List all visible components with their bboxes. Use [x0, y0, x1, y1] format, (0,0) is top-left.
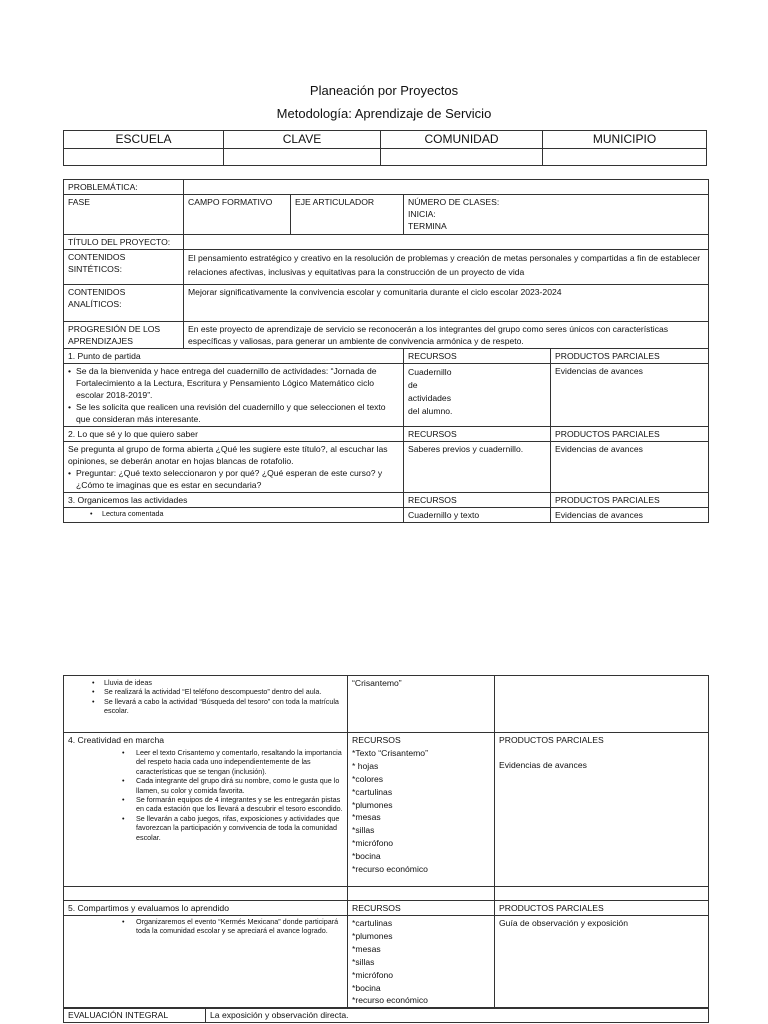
empty-cell: [495, 887, 709, 901]
contenidos-sinteticos-text: El pensamiento estratégico y creativo en la resolución de problemas y creación de metas personales y compartidas a fin de establecer relaciones afectivas, inclusivas y equitativas para la construcción de un proyecto de vida: [184, 250, 709, 285]
section-4-productos: [495, 733, 709, 887]
section-3-recursos: Cuadernillo y texto: [404, 508, 551, 523]
recurso-item: de: [408, 379, 418, 390]
section-4-cell: [64, 733, 348, 887]
list-item: • Se realizará la actividad “El teléfono descompuesto” dentro del aula.: [92, 687, 343, 696]
recurso-item: actividades: [408, 392, 451, 403]
recurso-item: *recurso económico: [352, 995, 428, 1006]
recurso-item: *mesas: [352, 943, 381, 954]
section-1-activities: [64, 364, 404, 427]
problematica-value-cell: [184, 180, 709, 195]
header-municipio: MUNICIPIO: [543, 131, 707, 149]
section-5-recursos: [348, 916, 495, 1009]
eje-articulador-label: EJE ARTICULADOR: [291, 195, 404, 235]
productos-header: PRODUCTOS PARCIALES: [499, 735, 604, 745]
list-item: • Se llevarán a cabo juegos, rifas, exposiciones y actividades que favorezcan la participación y convivencia de toda la comunidad escolar.: [122, 814, 343, 842]
list-item: • Se formarán equipos de 4 integrantes y se les entregarán pistas en cada estación que los llevará a descubrir el tesoro escondido.: [122, 795, 343, 814]
termina-label: TERMINA: [408, 221, 447, 231]
recursos-header: RECURSOS: [404, 493, 551, 508]
list-item: • Cada integrante del grupo dirá su nombre, como le gusta que lo llamen, su color y comida favorita.: [122, 776, 343, 795]
titulo-proyecto-label: TÍTULO DEL PROYECTO:: [64, 235, 184, 250]
evaluation-table: [63, 1007, 709, 1023]
recurso-item: *sillas: [352, 956, 375, 967]
recurso-item: *sillas: [352, 825, 375, 836]
numero-clases-label: NÚMERO DE CLASES:: [408, 197, 500, 207]
section-4-productos-text: Evidencias de avances: [499, 760, 587, 770]
recurso-item: *plumones: [352, 930, 393, 941]
section-4-recursos: [348, 733, 495, 887]
section-5-activities: [64, 916, 348, 1009]
productos-header: PRODUCTOS PARCIALES: [551, 427, 709, 442]
inicia-label: INICIA:: [408, 209, 436, 219]
recurso-item: *bocina: [352, 982, 381, 993]
section-2-title: 2. Lo que sé y lo que quiero saber: [64, 427, 404, 442]
recurso-item: *colores: [352, 773, 384, 784]
document-title: Planeación por Proyectos: [309, 83, 459, 98]
school-info-table: [63, 130, 707, 166]
recurso-item: *Texto “Crisantemo”: [352, 747, 428, 758]
recurso-item: *bocina: [352, 851, 381, 862]
comunidad-value-cell: [381, 149, 543, 166]
section-2-recursos: Saberes previos y cuadernillo.: [404, 442, 551, 493]
contenidos-sinteticos-label: CONTENIDOS SINTÉTICOS:: [64, 250, 184, 285]
progresion-text: En este proyecto de aprendizaje de servicio se reconocerán a los integrantes del grupo como seres únicos con características específicas y valiosas, para generar un ambiente de convivencia armónica y de respeto.: [184, 322, 709, 349]
list-item: • Lectura comentada: [90, 509, 399, 518]
recursos-header: RECURSOS: [404, 427, 551, 442]
header-comunidad: COMUNIDAD: [381, 131, 543, 149]
recurso-item: *micrófono: [352, 969, 394, 980]
section-3-productos: Evidencias de avances: [551, 508, 709, 523]
empty-cell: [64, 887, 348, 901]
list-item: • Organizaremos el evento “Kermés Mexicana” donde participará toda la comunidad escolar y se apreciará el avance logrado.: [122, 917, 343, 936]
header-escuela: ESCUELA: [64, 131, 224, 149]
list-item: • Se les solicita que realicen una revisión del cuadernillo y que seleccionen el texto que consideran más interesante.: [68, 401, 399, 425]
recurso-item: *micrófono: [352, 838, 394, 849]
section-2-activities: [64, 442, 404, 493]
problematica-label: PROBLEMÁTICA:: [64, 180, 184, 195]
recurso-item: *recurso económico: [352, 864, 428, 875]
list-item: • Se da la bienvenida y hace entrega del cuadernillo de actividades: “Jornada de Fortalecimiento a la Lectura, Escritura y Pensamiento Lógico Matemático ciclo escolar 2018-2019”.: [68, 365, 399, 401]
header-clave: CLAVE: [224, 131, 381, 149]
escuela-value-cell: [64, 149, 224, 166]
recursos-header: RECURSOS: [348, 901, 495, 916]
project-planning-table-continued: [63, 675, 709, 1009]
recurso-item: *cartulinas: [352, 918, 393, 928]
section-2-text: Se pregunta al grupo de forma abierta ¿Qué les sugiere este título?, al escuchar las opiniones, se deberán anotar en hojas blancas de rotafolio.: [68, 444, 388, 466]
contenidos-analiticos-text: Mejorar significativamente la convivencia escolar y comunitaria durante el ciclo escolar 2023-2024: [184, 285, 709, 322]
section-4-title: 4. Creatividad en marcha: [68, 735, 165, 745]
numero-clases-cell: [404, 195, 709, 235]
section-3-activities: [64, 508, 404, 523]
section-1-title: 1. Punto de partida: [64, 349, 404, 364]
list-item: • Preguntar: ¿Qué texto seleccionaron y por qué? ¿Qué esperan de este curso? y ¿Cómo te imaginas que es estar en secundaria?: [68, 467, 399, 491]
recurso-item: *plumones: [352, 799, 393, 810]
empty-cell: [348, 887, 495, 901]
section-3-cont-recursos: “Crisantemo”: [348, 676, 495, 733]
recursos-header: RECURSOS: [352, 735, 401, 745]
section-1-productos: Evidencias de avances: [551, 364, 709, 427]
productos-header: PRODUCTOS PARCIALES: [551, 493, 709, 508]
progresion-label: PROGRESIÓN DE LOS APRENDIZAJES: [64, 322, 184, 349]
section-5-productos: Guía de observación y exposición: [495, 916, 709, 1009]
municipio-value-cell: [543, 149, 707, 166]
campo-formativo-label: CAMPO FORMATIVO: [184, 195, 291, 235]
productos-header: PRODUCTOS PARCIALES: [495, 901, 709, 916]
list-item: • Leer el texto Crisantemo y comentarlo, resaltando la importancia del respeto hacia cada uno independientemente de las características que se tengan (inclusión).: [122, 748, 343, 776]
document-subtitle: Metodología: Aprendizaje de Servicio: [276, 106, 492, 121]
evaluacion-integral-text: La exposición y observación directa.: [206, 1008, 709, 1023]
recursos-header: RECURSOS: [404, 349, 551, 364]
list-item: • Lluvia de ideas: [92, 678, 343, 687]
productos-header: PRODUCTOS PARCIALES: [551, 349, 709, 364]
section-3-cont-productos: [495, 676, 709, 733]
section-3-cont-activities: [64, 676, 348, 733]
recurso-item: *mesas: [352, 812, 381, 823]
recurso-item: *cartulinas: [352, 786, 393, 797]
recurso-item: del alumno.: [408, 405, 453, 416]
fase-label: FASE: [64, 195, 184, 235]
recurso-item: * hojas: [352, 760, 379, 771]
evaluacion-integral-label: EVALUACIÓN INTEGRAL: [64, 1008, 206, 1023]
clave-value-cell: [224, 149, 381, 166]
titulo-proyecto-value-cell: [184, 235, 709, 250]
section-5-title: 5. Compartimos y evaluamos lo aprendido: [64, 901, 348, 916]
section-1-recursos: [404, 364, 551, 427]
list-item: • Se llevará a cabo la actividad “Búsqueda del tesoro” con toda la matrícula escolar.: [92, 697, 343, 716]
project-planning-table: [63, 179, 709, 523]
section-2-productos: Evidencias de avances: [551, 442, 709, 493]
recurso-item: Cuadernillo: [408, 367, 452, 377]
section-3-title: 3. Organicemos las actividades: [64, 493, 404, 508]
contenidos-analiticos-label: CONTENIDOS ANALÍTICOS:: [64, 285, 184, 322]
